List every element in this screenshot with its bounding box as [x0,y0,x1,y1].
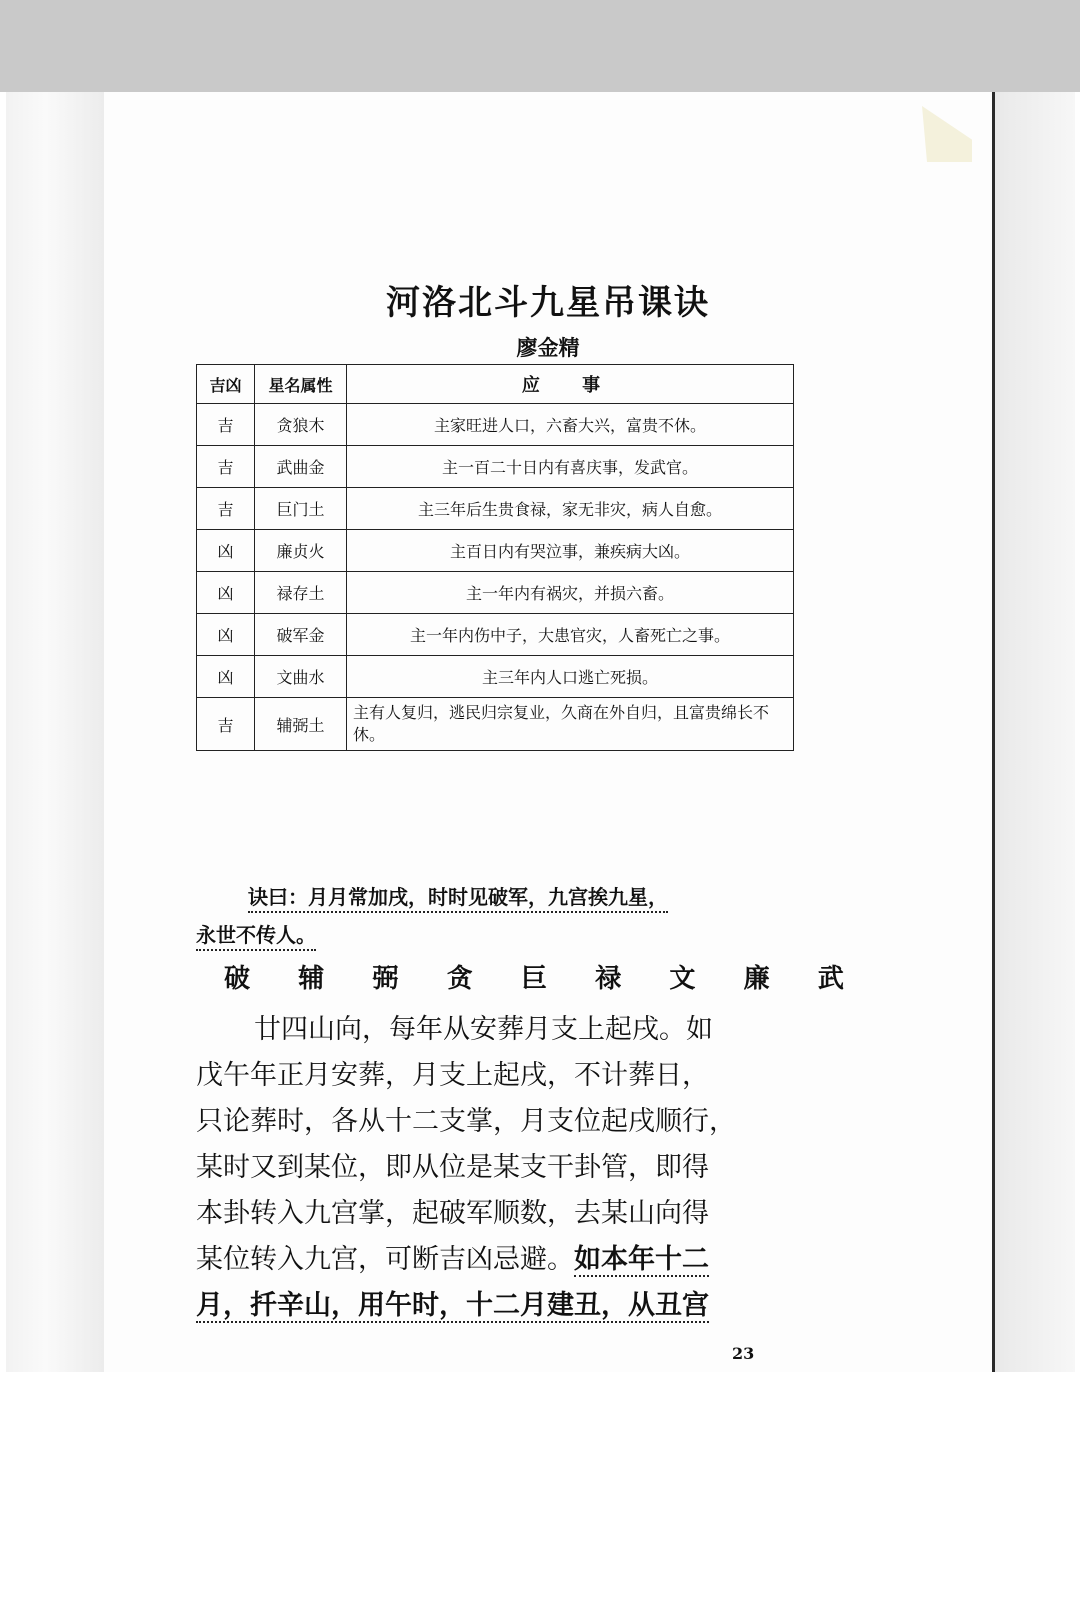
cell-luck: 吉 [197,488,255,530]
header-star: 星名属性 [255,365,347,404]
body-line: 只论葬时，各从十二支掌，月支位起戌顺行， [196,1106,736,1137]
star-seq-item: 文 [669,964,696,994]
body-line: 本卦转入九宫掌，起破军顺数，去某山向得 [196,1198,709,1229]
cell-luck: 吉 [197,446,255,488]
table-header-row [197,365,794,404]
body-line: 廿四山向，每年从安葬月支上起戌。如 [254,1014,713,1045]
book-page [104,92,995,1372]
cell-effect: 主三年后生贵食禄，家无非灾，病人自愈。 [347,488,794,530]
star-seq-item: 辅 [298,964,325,994]
body-line-underlined: 月，扦辛山，用午时，十二月建丑，从丑宫 [196,1290,709,1321]
body-line-underlined: 如本年十二 [574,1244,709,1275]
table-row [197,656,794,698]
cell-effect: 主三年内人口逃亡死损。 [347,656,794,698]
header-effect [347,365,794,404]
body-paragraph [196,1007,786,1329]
cell-star: 禄存土 [255,572,347,614]
star-seq-item: 弼 [372,964,399,994]
star-seq-item: 廉 [743,964,770,994]
cell-luck: 凶 [197,656,255,698]
header-luck: 吉凶 [197,365,255,404]
table-row [197,488,794,530]
star-seq-item: 禄 [595,964,622,994]
cell-star: 巨门土 [255,488,347,530]
body-line [196,1237,786,1283]
body-line-plain: 某位转入九宫，可断吉凶忌避。 [196,1244,574,1275]
body-line: 某时又到某位，即从位是某支干卦管，即得 [196,1152,709,1183]
cell-effect: 主一百二十日内有喜庆事，发武官。 [347,446,794,488]
cell-luck: 吉 [197,404,255,446]
cell-effect: 主有人复归，逃民归宗复业，久商在外自归，且富贵绵长不休。 [347,698,794,751]
body-line [196,1283,786,1329]
cell-effect: 主一年内伤中子，大患官灾，人畜死亡之事。 [347,614,794,656]
nine-stars-table [196,364,794,751]
star-seq-item: 巨 [520,964,547,994]
table-row [197,572,794,614]
cell-luck: 凶 [197,614,255,656]
cell-star: 辅弼土 [255,698,347,751]
table-row [197,614,794,656]
cell-effect: 主一年内有祸灾，并损六畜。 [347,572,794,614]
verse-block [196,878,796,954]
star-sequence [224,958,844,995]
cell-luck: 凶 [197,572,255,614]
author-name: 廖金精 [516,335,580,360]
star-seq-item: 破 [224,964,251,994]
table-row [197,446,794,488]
star-seq-item: 贪 [446,964,473,994]
page-number: 23 [732,1344,755,1363]
cell-effect: 主百日内有哭泣事，兼疾病大凶。 [347,530,794,572]
table-row [197,530,794,572]
page-title: 河洛北斗九星吊课诀 [386,283,710,323]
cell-star: 文曲水 [255,656,347,698]
star-seq-item: 武 [817,964,844,994]
cell-star: 破军金 [255,614,347,656]
cell-luck: 吉 [197,698,255,751]
header-effect-label: 应 事 [521,375,619,396]
body-line: 戊午年正月安葬，月支上起戌，不计葬日， [196,1060,709,1091]
verse-line-1: 诀曰：月月常加戌，时时见破军，九宫挨九星， [248,885,668,913]
table-row [197,404,794,446]
cell-star: 武曲金 [255,446,347,488]
left-page-edge [6,92,104,1372]
cell-luck: 凶 [197,530,255,572]
cell-effect: 主家旺进人口，六畜大兴，富贵不休。 [347,404,794,446]
cell-star: 廉贞火 [255,530,347,572]
cell-star: 贪狼木 [255,404,347,446]
table-row [197,698,794,751]
verse-line-2: 永世不传人。 [196,923,316,951]
right-page-edge [995,92,1075,1372]
